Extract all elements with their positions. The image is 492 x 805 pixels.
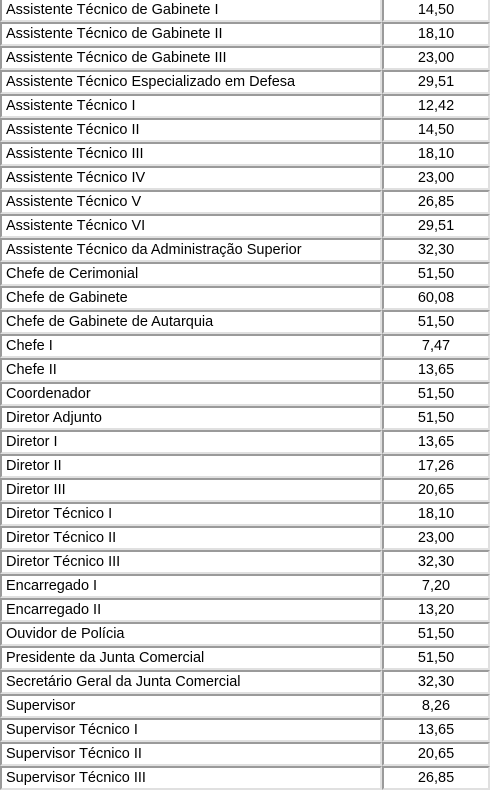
cargo-cell: Supervisor Técnico III (0, 766, 382, 790)
table-row (0, 766, 490, 790)
cargo-cell: Assistente Técnico III (0, 142, 382, 166)
cargo-cell: Diretor III (0, 478, 382, 502)
cargo-cell: Chefe de Gabinete (0, 286, 382, 310)
valor-cell: 18,10 (382, 22, 490, 46)
table-row (0, 742, 490, 766)
table-row (0, 670, 490, 694)
table-row (0, 70, 490, 94)
cargo-cell: Diretor II (0, 454, 382, 478)
valor-cell: 32,30 (382, 670, 490, 694)
cargo-cell: Assistente Técnico IV (0, 166, 382, 190)
valor-cell: 7,47 (382, 334, 490, 358)
cargo-cell: Chefe I (0, 334, 382, 358)
valor-cell: 51,50 (382, 382, 490, 406)
table-row (0, 142, 490, 166)
valor-cell: 29,51 (382, 214, 490, 238)
table-row (0, 550, 490, 574)
valor-cell: 23,00 (382, 526, 490, 550)
valor-cell: 13,20 (382, 598, 490, 622)
table-row (0, 286, 490, 310)
cargo-cell: Secretário Geral da Junta Comercial (0, 670, 382, 694)
valor-cell: 51,50 (382, 406, 490, 430)
valor-cell: 29,51 (382, 70, 490, 94)
valor-cell: 23,00 (382, 166, 490, 190)
valor-cell: 13,65 (382, 718, 490, 742)
table-row (0, 310, 490, 334)
table-row (0, 94, 490, 118)
cargo-cell: Diretor Técnico II (0, 526, 382, 550)
cargo-cell: Supervisor Técnico I (0, 718, 382, 742)
table-row (0, 718, 490, 742)
cargo-cell: Presidente da Junta Comercial (0, 646, 382, 670)
cargo-cell: Assistente Técnico Especializado em Defesa (0, 70, 382, 94)
table-row (0, 646, 490, 670)
valor-cell: 32,30 (382, 550, 490, 574)
valor-cell: 60,08 (382, 286, 490, 310)
cargo-cell: Chefe de Gabinete de Autarquia (0, 310, 382, 334)
valor-cell: 26,85 (382, 766, 490, 790)
valor-cell: 14,50 (382, 0, 490, 22)
valor-cell: 12,42 (382, 94, 490, 118)
valor-cell: 14,50 (382, 118, 490, 142)
cargo-cell: Diretor Adjunto (0, 406, 382, 430)
valor-cell: 20,65 (382, 742, 490, 766)
cargo-cell: Assistente Técnico da Administração Superior (0, 238, 382, 262)
cargo-cell: Assistente Técnico de Gabinete I (0, 0, 382, 22)
valor-cell: 51,50 (382, 310, 490, 334)
valor-cell: 8,26 (382, 694, 490, 718)
cargo-cell: Assistente Técnico II (0, 118, 382, 142)
cargo-cell: Assistente Técnico de Gabinete III (0, 46, 382, 70)
valor-cell: 51,50 (382, 622, 490, 646)
cargo-cell: Supervisor (0, 694, 382, 718)
valor-cell: 51,50 (382, 646, 490, 670)
table-row (0, 694, 490, 718)
valor-cell: 26,85 (382, 190, 490, 214)
valor-cell: 51,50 (382, 262, 490, 286)
table-row (0, 526, 490, 550)
table-row (0, 622, 490, 646)
table-row (0, 46, 490, 70)
table-row (0, 574, 490, 598)
table-row (0, 454, 490, 478)
valor-cell: 23,00 (382, 46, 490, 70)
cargo-cell: Chefe de Cerimonial (0, 262, 382, 286)
table-row (0, 262, 490, 286)
valor-cell: 18,10 (382, 142, 490, 166)
table-row (0, 382, 490, 406)
cargo-cell: Diretor Técnico III (0, 550, 382, 574)
table-row (0, 0, 490, 22)
cargo-cell: Assistente Técnico VI (0, 214, 382, 238)
valor-cell: 13,65 (382, 358, 490, 382)
table-row (0, 118, 490, 142)
valor-cell: 32,30 (382, 238, 490, 262)
cargo-cell: Diretor I (0, 430, 382, 454)
cargo-cell: Assistente Técnico de Gabinete II (0, 22, 382, 46)
table-row (0, 238, 490, 262)
valor-cell: 13,65 (382, 430, 490, 454)
cargo-cell: Assistente Técnico V (0, 190, 382, 214)
valor-cell: 18,10 (382, 502, 490, 526)
cargo-cell: Ouvidor de Polícia (0, 622, 382, 646)
cargo-cell: Encarregado I (0, 574, 382, 598)
table-row (0, 22, 490, 46)
cargo-cell: Encarregado II (0, 598, 382, 622)
cargo-cell: Chefe II (0, 358, 382, 382)
cargo-cell: Supervisor Técnico II (0, 742, 382, 766)
cargo-cell: Coordenador (0, 382, 382, 406)
valor-cell: 7,20 (382, 574, 490, 598)
table-row (0, 214, 490, 238)
table-row (0, 598, 490, 622)
valor-cell: 17,26 (382, 454, 490, 478)
table-row (0, 190, 490, 214)
valor-cell: 20,65 (382, 478, 490, 502)
table-row (0, 334, 490, 358)
table-row (0, 406, 490, 430)
table-row (0, 502, 490, 526)
table-row (0, 430, 490, 454)
table-row (0, 166, 490, 190)
table-row (0, 478, 490, 502)
table-row (0, 358, 490, 382)
cargo-cell: Diretor Técnico I (0, 502, 382, 526)
cargo-cell: Assistente Técnico I (0, 94, 382, 118)
